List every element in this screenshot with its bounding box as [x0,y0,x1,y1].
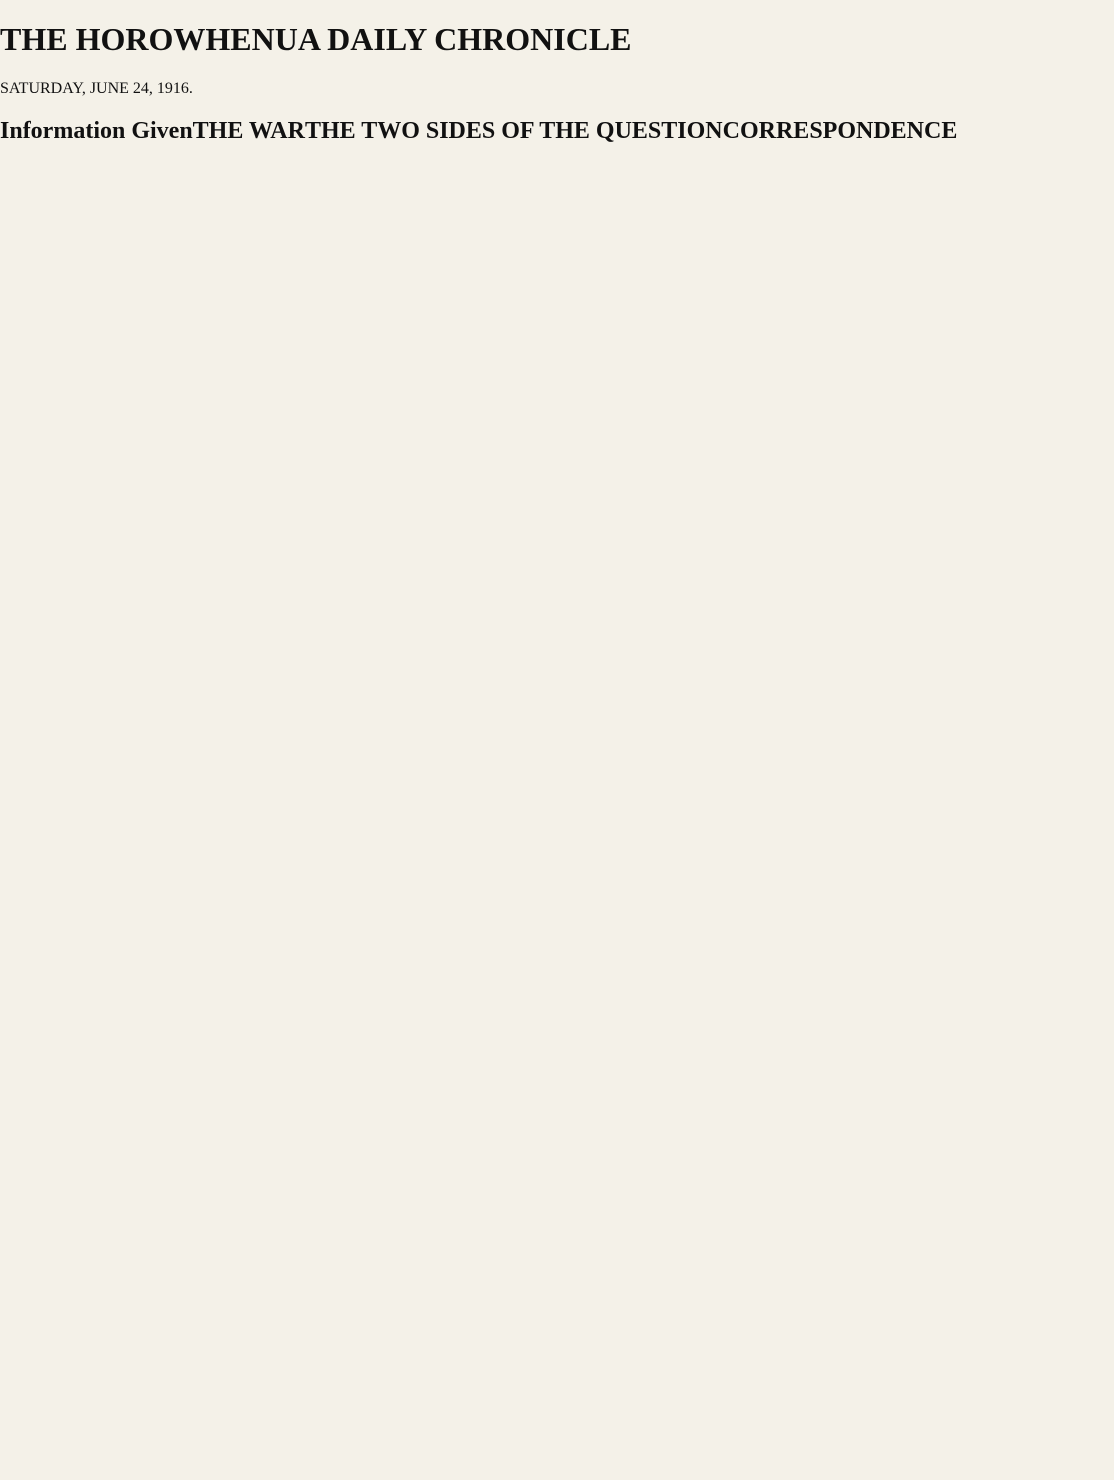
column-information-given [0,98,193,165]
column-two-sides [305,98,723,165]
page-columns [0,98,1114,165]
masthead [0,21,1114,97]
section-heading: THE TWO SIDES OF THE QUESTION [304,117,723,144]
section-heading: CORRESPONDENCE [722,117,958,144]
column-correspondence [723,98,958,165]
issue-date: SATURDAY, JUNE 24, 1916. [0,79,193,97]
column-the-war [193,98,305,165]
section-heading: Information Given [0,117,193,144]
newspaper-title: THE HOROWHENUA DAILY CHRONICLE [0,21,632,58]
section-heading: THE WAR [192,117,305,144]
